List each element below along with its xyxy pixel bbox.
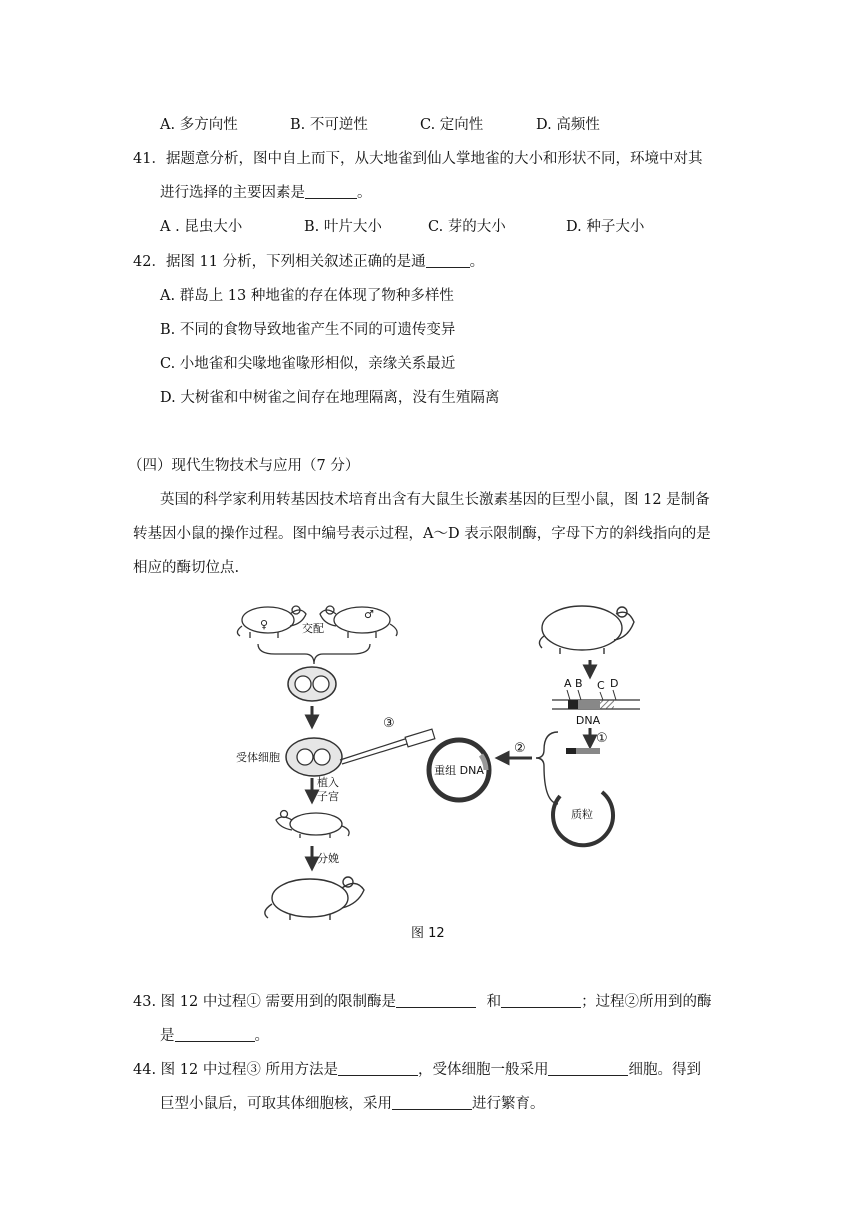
dna-strand-icon [552,690,640,709]
q43-blank-1 [396,993,476,1008]
q41-stem-line1: 41．据题意分析，图中自上而下，从大地雀到仙人掌地雀的大小和形状不同，环境中对其 [133,151,703,167]
q44-text-e: 进行繁育。 [472,1096,545,1112]
giant-mouse-icon [265,877,364,920]
enzyme-c-label: C [597,679,605,692]
q44-line1 [133,1058,701,1079]
rat-icon [539,606,634,654]
implant-label-1: 植入 [317,776,339,789]
injection-needle-icon [340,729,435,764]
q41-option-c: C. 芽的大小 [428,219,506,235]
q40-option-a: A. 多方向性 [160,117,238,133]
q43-text-b: 和 [486,994,502,1010]
figure-caption: 图 12 [411,926,445,941]
q43-blank-3 [175,1027,255,1042]
q44-line2 [160,1092,545,1113]
q42-option-a: A. 群岛上 13 种地雀的存在体现了物种多样性 [160,288,454,304]
q41-option-a: A . 昆虫大小 [160,219,243,235]
q43-text-a: 43. 图 12 中过程① 需要用到的限制酶是 [133,994,396,1010]
q41-stem-line2 [160,181,372,202]
q42-option-d: D. 大树雀和中树雀之间存在地理隔离，没有生殖隔离 [160,390,500,406]
q40-option-b: B. 不可逆性 [290,117,368,133]
q43-line1 [133,990,712,1011]
q44-text-d: 巨型小鼠后，可取其体细胞核，采用 [160,1096,392,1112]
q43-text-d: 是 [160,1028,175,1044]
recombinant-dna-label: 重组 DNA [434,764,484,777]
section4-intro-line1: 英国的科学家利用转基因技术培育出含有大鼠生长激素基因的巨型小鼠，图 12 是制备 [160,492,710,508]
q44-text-c: 细胞。得到 [628,1062,701,1078]
q41-answer-blank [305,184,357,199]
small-mouse-icon [276,811,349,839]
enzyme-a-label: A [564,677,572,690]
q44-text-b: ，受体细胞一般采用 [417,1062,549,1078]
male-mouse-icon [320,606,397,638]
q42-option-b: B. 不同的食物导致地雀产生不同的可遗传变异 [160,322,456,338]
q43-text-e: 。 [254,1028,269,1044]
q44-blank-1 [338,1061,418,1076]
gene-fragment-icon [566,748,600,754]
male-symbol: ♂ [364,608,374,621]
combine-brace [536,732,558,804]
q41-option-b: B. 叶片大小 [304,219,382,235]
q44-blank-2 [548,1061,628,1076]
q43-text-c: ；过程②所用到的酶 [581,994,712,1010]
recipient-cell-label: 受体细胞 [236,751,280,764]
implant-label-2: 子宫 [317,790,339,803]
mating-label: 交配 [302,622,324,635]
recipient-cell-icon [286,738,342,776]
female-mouse-icon [237,606,306,638]
q44-blank-3 [392,1095,472,1110]
birth-label: 分娩 [317,852,339,865]
female-symbol: ♀ [260,618,269,631]
dna-label: DNA [575,714,601,727]
q40-option-d: D. 高频性 [536,117,600,133]
q40-option-c: C. 定向性 [420,117,484,133]
step1-label: ① [596,731,608,746]
q44-text-a: 44. 图 12 中过程③ 所用方法是 [133,1062,338,1078]
section4-intro-line3: 相应的酶切位点. [133,560,240,576]
q42-stem [133,250,484,271]
q41-stem-text: 进行选择的主要因素是 [160,185,305,201]
q42-stem-text: 42．据图 11 分析，下列相关叙述正确的是通 [133,254,426,270]
step3-label: ③ [383,716,395,731]
q42-answer-blank [426,253,470,268]
enzyme-d-label: D [610,677,619,690]
section4-intro-line2: 转基因小鼠的操作过程。图中编号表示过程，A～D 表示限制酶，字母下方的斜线指向的是 [133,526,711,542]
enzyme-b-label: B [575,677,583,690]
section4-heading: （四）现代生物技术与应用（7 分） [128,458,360,474]
plasmid-label: 质粒 [571,808,593,821]
figure-12 [230,592,650,947]
q42-stem-end: 。 [469,254,485,270]
zygote-icon [288,667,336,701]
q42-option-c: C. 小地雀和尖喙地雀喙形相似，亲缘关系最近 [160,356,456,372]
merge-brace [258,644,370,664]
step2-label: ② [514,741,526,756]
q43-line2 [160,1024,269,1045]
q43-blank-2 [501,993,581,1008]
q41-stem-end: 。 [357,185,372,201]
q41-option-d: D. 种子大小 [566,219,645,235]
